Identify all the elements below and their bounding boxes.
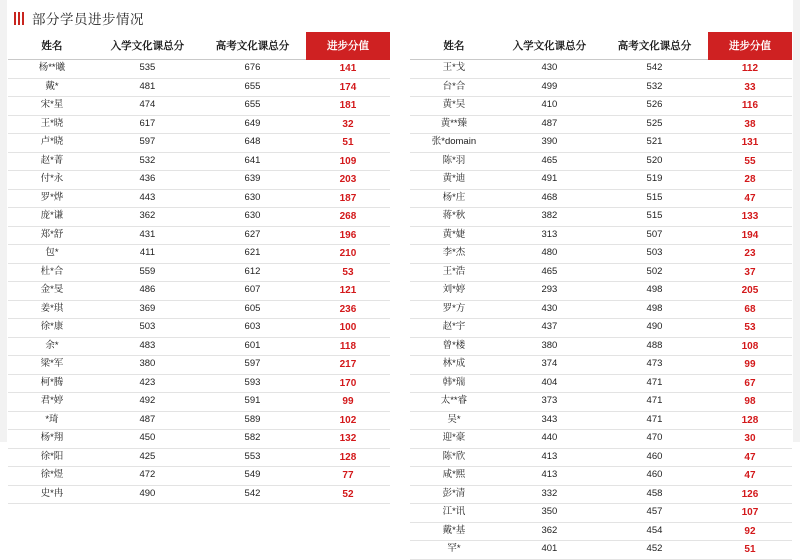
cell-exam-score: 607 <box>199 282 306 301</box>
cell-name: 刘*婷 <box>410 282 498 301</box>
table-row <box>8 208 390 227</box>
cell-exam-score: 498 <box>601 300 708 319</box>
cell-exam-score: 471 <box>601 393 708 412</box>
cell-progress: 51 <box>708 541 792 560</box>
cell-name: 戴* <box>8 78 96 97</box>
table-row <box>8 393 390 412</box>
cell-name: 姜*琪 <box>8 300 96 319</box>
cell-name: 罕* <box>410 541 498 560</box>
cell-entry-score: 401 <box>498 541 601 560</box>
cell-exam-score: 582 <box>199 430 306 449</box>
cell-name: 罗*烨 <box>8 189 96 208</box>
cell-progress: 128 <box>306 448 390 467</box>
cell-name: 杨**曦 <box>8 60 96 79</box>
table-row <box>410 78 792 97</box>
cell-exam-score: 526 <box>601 97 708 116</box>
cell-exam-score: 605 <box>199 300 306 319</box>
cell-name: 咸*熙 <box>410 467 498 486</box>
cell-exam-score: 490 <box>601 319 708 338</box>
progress-table-left-wrap <box>8 32 390 560</box>
cell-entry-score: 559 <box>96 263 199 282</box>
column-header-entry-score: 入学文化课总分 <box>96 32 199 60</box>
page-title-row <box>0 0 800 32</box>
page-title: 部分学员进步情况 <box>32 12 144 27</box>
cell-progress: 32 <box>306 115 390 134</box>
cell-entry-score: 332 <box>498 485 601 504</box>
cell-exam-score: 525 <box>601 115 708 134</box>
cell-entry-score: 490 <box>96 485 199 504</box>
cell-progress: 121 <box>306 282 390 301</box>
cell-exam-score: 515 <box>601 208 708 227</box>
cell-progress: 67 <box>708 374 792 393</box>
table-row <box>8 78 390 97</box>
cell-entry-score: 413 <box>498 448 601 467</box>
cell-entry-score: 617 <box>96 115 199 134</box>
cell-entry-score: 472 <box>96 467 199 486</box>
table-row <box>410 300 792 319</box>
table-row <box>8 356 390 375</box>
cell-name: 庞*谦 <box>8 208 96 227</box>
cell-exam-score: 630 <box>199 189 306 208</box>
cell-entry-score: 411 <box>96 245 199 264</box>
table-row <box>410 189 792 208</box>
cell-entry-score: 436 <box>96 171 199 190</box>
cell-entry-score: 468 <box>498 189 601 208</box>
cell-entry-score: 293 <box>498 282 601 301</box>
cell-progress: 100 <box>306 319 390 338</box>
cell-progress: 28 <box>708 171 792 190</box>
cell-name: 付*永 <box>8 171 96 190</box>
cell-exam-score: 498 <box>601 282 708 301</box>
cell-entry-score: 492 <box>96 393 199 412</box>
cell-entry-score: 487 <box>96 411 199 430</box>
cell-exam-score: 549 <box>199 467 306 486</box>
column-header-exam-score: 高考文化课总分 <box>601 32 708 60</box>
cell-exam-score: 593 <box>199 374 306 393</box>
cell-exam-score: 553 <box>199 448 306 467</box>
cell-exam-score: 502 <box>601 263 708 282</box>
table-row <box>8 282 390 301</box>
column-header-name: 姓名 <box>410 32 498 60</box>
cell-exam-score: 612 <box>199 263 306 282</box>
cell-name: 江*讯 <box>410 504 498 523</box>
page-right-edge <box>793 0 800 442</box>
cell-progress: 55 <box>708 152 792 171</box>
cell-progress: 133 <box>708 208 792 227</box>
cell-progress: 109 <box>306 152 390 171</box>
cell-entry-score: 443 <box>96 189 199 208</box>
cell-entry-score: 350 <box>498 504 601 523</box>
cell-entry-score: 487 <box>498 115 601 134</box>
cell-name: 王*戈 <box>410 60 498 79</box>
cell-progress: 68 <box>708 300 792 319</box>
cell-name: 杜*合 <box>8 263 96 282</box>
table-row <box>8 245 390 264</box>
table-row <box>410 522 792 541</box>
cell-progress: 203 <box>306 171 390 190</box>
cell-entry-score: 362 <box>498 522 601 541</box>
column-header-progress: 进步分值 <box>708 32 792 60</box>
column-header-exam-score: 高考文化课总分 <box>199 32 306 60</box>
cell-entry-score: 437 <box>498 319 601 338</box>
cell-exam-score: 507 <box>601 226 708 245</box>
cell-progress: 107 <box>708 504 792 523</box>
column-header-entry-score: 入学文化课总分 <box>498 32 601 60</box>
cell-name: 梁*军 <box>8 356 96 375</box>
cell-progress: 77 <box>306 467 390 486</box>
cell-name: 徐*阳 <box>8 448 96 467</box>
cell-entry-score: 382 <box>498 208 601 227</box>
cell-name: 徐*康 <box>8 319 96 338</box>
table-row <box>8 411 390 430</box>
table-row <box>8 467 390 486</box>
cell-entry-score: 499 <box>498 78 601 97</box>
cell-progress: 108 <box>708 337 792 356</box>
cell-entry-score: 486 <box>96 282 199 301</box>
cell-name: 包* <box>8 245 96 264</box>
progress-table-right <box>410 32 792 560</box>
cell-exam-score: 520 <box>601 152 708 171</box>
cell-progress: 99 <box>708 356 792 375</box>
table-row <box>8 171 390 190</box>
cell-entry-score: 410 <box>498 97 601 116</box>
cell-progress: 47 <box>708 467 792 486</box>
table-row <box>8 226 390 245</box>
cell-name: 陈*羽 <box>410 152 498 171</box>
cell-exam-score: 460 <box>601 467 708 486</box>
table-row <box>410 374 792 393</box>
table-row <box>8 134 390 153</box>
cell-name: 黄*迪 <box>410 171 498 190</box>
table-row <box>410 282 792 301</box>
table-body-right <box>410 60 792 560</box>
cell-progress: 92 <box>708 522 792 541</box>
cell-progress: 170 <box>306 374 390 393</box>
cell-name: 黄*吴 <box>410 97 498 116</box>
cell-name: 张*domain <box>410 134 498 153</box>
cell-exam-score: 532 <box>601 78 708 97</box>
cell-progress: 47 <box>708 448 792 467</box>
cell-progress: 132 <box>306 430 390 449</box>
tables-container <box>0 32 800 560</box>
cell-name: 赵*菁 <box>8 152 96 171</box>
column-header-progress: 进步分值 <box>306 32 390 60</box>
cell-exam-score: 601 <box>199 337 306 356</box>
cell-entry-score: 373 <box>498 393 601 412</box>
cell-entry-score: 423 <box>96 374 199 393</box>
table-row <box>8 263 390 282</box>
cell-exam-score: 649 <box>199 115 306 134</box>
cell-name: 宋*星 <box>8 97 96 116</box>
cell-progress: 194 <box>708 226 792 245</box>
cell-entry-score: 380 <box>498 337 601 356</box>
cell-progress: 112 <box>708 60 792 79</box>
cell-exam-score: 471 <box>601 374 708 393</box>
cell-name: 彭*清 <box>410 485 498 504</box>
cell-progress: 210 <box>306 245 390 264</box>
table-row <box>410 411 792 430</box>
table-row <box>410 467 792 486</box>
table-body-left <box>8 60 390 504</box>
table-row <box>8 485 390 504</box>
cell-entry-score: 425 <box>96 448 199 467</box>
cell-progress: 30 <box>708 430 792 449</box>
cell-progress: 33 <box>708 78 792 97</box>
cell-progress: 187 <box>306 189 390 208</box>
table-row <box>410 541 792 560</box>
cell-progress: 217 <box>306 356 390 375</box>
cell-exam-score: 641 <box>199 152 306 171</box>
cell-entry-score: 532 <box>96 152 199 171</box>
cell-name: 迎*豪 <box>410 430 498 449</box>
cell-entry-score: 390 <box>498 134 601 153</box>
cell-name: 蒋*秋 <box>410 208 498 227</box>
cell-name: 陈*欣 <box>410 448 498 467</box>
table-row <box>410 226 792 245</box>
cell-name: 王*浩 <box>410 263 498 282</box>
cell-exam-score: 471 <box>601 411 708 430</box>
cell-exam-score: 648 <box>199 134 306 153</box>
cell-name: 太**睿 <box>410 393 498 412</box>
cell-exam-score: 630 <box>199 208 306 227</box>
table-row <box>8 300 390 319</box>
cell-entry-score: 503 <box>96 319 199 338</box>
table-row <box>410 245 792 264</box>
cell-exam-score: 519 <box>601 171 708 190</box>
cell-progress: 116 <box>708 97 792 116</box>
cell-exam-score: 454 <box>601 522 708 541</box>
cell-exam-score: 460 <box>601 448 708 467</box>
table-row <box>8 115 390 134</box>
table-row <box>8 374 390 393</box>
cell-entry-score: 374 <box>498 356 601 375</box>
table-header-row <box>8 32 390 60</box>
cell-progress: 268 <box>306 208 390 227</box>
cell-exam-score: 521 <box>601 134 708 153</box>
cell-name: 余* <box>8 337 96 356</box>
table-header-row <box>410 32 792 60</box>
progress-table-left <box>8 32 390 504</box>
cell-exam-score: 542 <box>601 60 708 79</box>
cell-name: 吴* <box>410 411 498 430</box>
cell-progress: 38 <box>708 115 792 134</box>
cell-name: 君*婷 <box>8 393 96 412</box>
cell-exam-score: 458 <box>601 485 708 504</box>
cell-exam-score: 488 <box>601 337 708 356</box>
cell-progress: 118 <box>306 337 390 356</box>
table-row <box>410 208 792 227</box>
cell-name: 金*旻 <box>8 282 96 301</box>
cell-entry-score: 465 <box>498 152 601 171</box>
cell-progress: 128 <box>708 411 792 430</box>
cell-entry-score: 535 <box>96 60 199 79</box>
table-row <box>410 319 792 338</box>
cell-name: 郑*舒 <box>8 226 96 245</box>
cell-progress: 181 <box>306 97 390 116</box>
page-left-edge <box>0 0 7 442</box>
cell-entry-score: 430 <box>498 300 601 319</box>
table-row <box>8 152 390 171</box>
cell-entry-score: 343 <box>498 411 601 430</box>
cell-name: 卢*晓 <box>8 134 96 153</box>
cell-name: 徐*煜 <box>8 467 96 486</box>
table-row <box>410 152 792 171</box>
cell-progress: 23 <box>708 245 792 264</box>
table-row <box>410 485 792 504</box>
cell-exam-score: 589 <box>199 411 306 430</box>
cell-progress: 131 <box>708 134 792 153</box>
cell-name: *琦 <box>8 411 96 430</box>
cell-entry-score: 313 <box>498 226 601 245</box>
cell-progress: 47 <box>708 189 792 208</box>
cell-name: 赵*宇 <box>410 319 498 338</box>
cell-exam-score: 627 <box>199 226 306 245</box>
column-header-name: 姓名 <box>8 32 96 60</box>
cell-entry-score: 440 <box>498 430 601 449</box>
cell-entry-score: 483 <box>96 337 199 356</box>
cell-progress: 98 <box>708 393 792 412</box>
cell-name: 林*成 <box>410 356 498 375</box>
cell-exam-score: 542 <box>199 485 306 504</box>
table-row <box>410 60 792 79</box>
cell-entry-score: 362 <box>96 208 199 227</box>
cell-progress: 141 <box>306 60 390 79</box>
cell-entry-score: 431 <box>96 226 199 245</box>
progress-table-right-wrap <box>410 32 792 560</box>
cell-exam-score: 591 <box>199 393 306 412</box>
cell-name: 曾*楼 <box>410 337 498 356</box>
cell-entry-score: 474 <box>96 97 199 116</box>
cell-progress: 52 <box>306 485 390 504</box>
table-row <box>410 448 792 467</box>
cell-name: 李*杰 <box>410 245 498 264</box>
cell-entry-score: 481 <box>96 78 199 97</box>
cell-exam-score: 597 <box>199 356 306 375</box>
table-row <box>410 97 792 116</box>
cell-exam-score: 676 <box>199 60 306 79</box>
cell-entry-score: 597 <box>96 134 199 153</box>
cell-entry-score: 404 <box>498 374 601 393</box>
cell-progress: 236 <box>306 300 390 319</box>
cell-name: 韩*瑞 <box>410 374 498 393</box>
red-bars-icon <box>14 12 25 25</box>
cell-exam-score: 457 <box>601 504 708 523</box>
table-row <box>410 504 792 523</box>
cell-name: 王*晓 <box>8 115 96 134</box>
table-row <box>410 171 792 190</box>
cell-name: 黄**臻 <box>410 115 498 134</box>
cell-exam-score: 639 <box>199 171 306 190</box>
table-row <box>8 189 390 208</box>
cell-entry-score: 465 <box>498 263 601 282</box>
cell-name: 罗*方 <box>410 300 498 319</box>
cell-progress: 205 <box>708 282 792 301</box>
cell-exam-score: 621 <box>199 245 306 264</box>
cell-entry-score: 491 <box>498 171 601 190</box>
table-row <box>8 448 390 467</box>
table-row <box>8 430 390 449</box>
table-row <box>8 337 390 356</box>
cell-progress: 126 <box>708 485 792 504</box>
cell-progress: 51 <box>306 134 390 153</box>
cell-entry-score: 413 <box>498 467 601 486</box>
table-row <box>410 263 792 282</box>
cell-name: 戴*基 <box>410 522 498 541</box>
cell-exam-score: 452 <box>601 541 708 560</box>
table-row <box>8 97 390 116</box>
cell-progress: 53 <box>306 263 390 282</box>
cell-progress: 99 <box>306 393 390 412</box>
table-row <box>410 356 792 375</box>
cell-progress: 102 <box>306 411 390 430</box>
table-row <box>410 337 792 356</box>
cell-name: 黄*婕 <box>410 226 498 245</box>
cell-exam-score: 655 <box>199 78 306 97</box>
table-row <box>8 319 390 338</box>
table-row <box>410 393 792 412</box>
cell-progress: 53 <box>708 319 792 338</box>
cell-exam-score: 473 <box>601 356 708 375</box>
cell-entry-score: 380 <box>96 356 199 375</box>
table-row <box>410 430 792 449</box>
cell-name: 柯*腾 <box>8 374 96 393</box>
cell-entry-score: 369 <box>96 300 199 319</box>
cell-exam-score: 655 <box>199 97 306 116</box>
cell-exam-score: 515 <box>601 189 708 208</box>
cell-entry-score: 480 <box>498 245 601 264</box>
cell-progress: 174 <box>306 78 390 97</box>
table-row <box>410 115 792 134</box>
table-row <box>8 60 390 79</box>
cell-entry-score: 430 <box>498 60 601 79</box>
cell-exam-score: 503 <box>601 245 708 264</box>
cell-name: 杨*庄 <box>410 189 498 208</box>
cell-progress: 37 <box>708 263 792 282</box>
cell-name: 史*冉 <box>8 485 96 504</box>
cell-exam-score: 603 <box>199 319 306 338</box>
cell-progress: 196 <box>306 226 390 245</box>
table-row <box>410 134 792 153</box>
cell-name: 台*合 <box>410 78 498 97</box>
cell-entry-score: 450 <box>96 430 199 449</box>
cell-exam-score: 470 <box>601 430 708 449</box>
cell-name: 杨*翔 <box>8 430 96 449</box>
